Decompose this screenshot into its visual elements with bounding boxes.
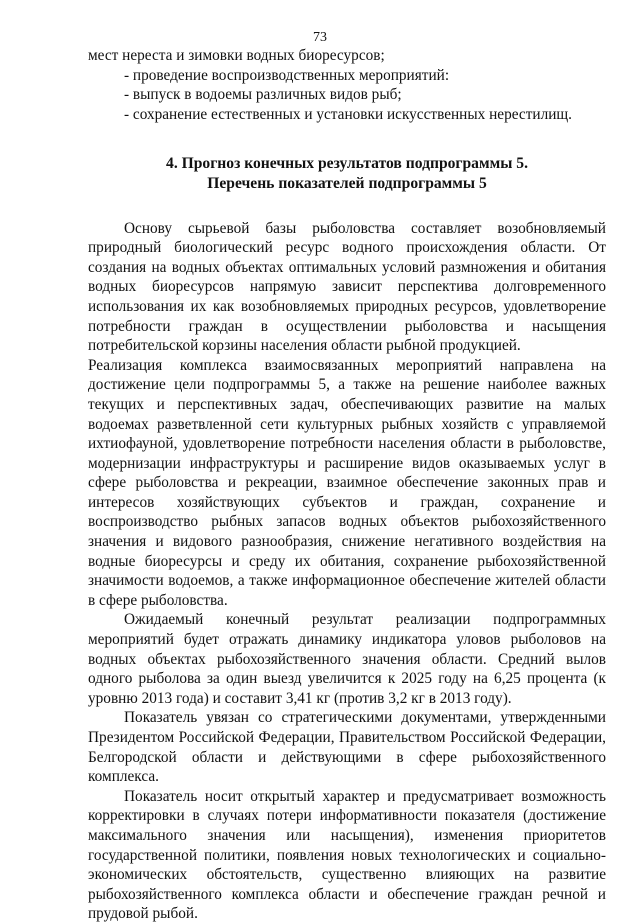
paragraph-resource-base: Основу сырьевой базы рыболовства составляет возобновляемый природный биологический ресурс водного происхождения области. От создания на водных объектах оптимальных условий размножения и обитания водных биоресурсов напрямую зависит перспектива долговременного использования их как возобновляемых природных ресурсов, удовлетворение потребности граждан в осуществлении рыболовства и насыщения потребительской корзины населения области рыбной продукцией. <box>88 219 606 355</box>
section-title-line2: Перечень показателей подпрограммы 5 <box>207 174 487 192</box>
paragraph-indicator-adjustment: Показатель носит открытый характер и предусматривает возможность корректировки в случаях потери информативности показателя (достижение максимального значения или насыщения), изменения приоритетов государственной политики, появления новых технологических и социально-экономических обстоятельств, существенно влияющих на развитие рыбохозяйственного комплекса области и обеспечение граждан речной и прудовой рыбой. <box>88 787 606 923</box>
list-item: - сохранение естественных и установки искусственных нерестилищ. <box>124 105 572 123</box>
section-heading <box>88 154 606 193</box>
section-title-line1: 4. Прогноз конечных результатов подпрограммы 5. <box>166 155 528 173</box>
list-continuation: мест нереста и зимовки водных биоресурсов; <box>88 47 385 64</box>
paragraph-expected-result: Ожидаемый конечный результат реализации подпрограммных мероприятий будет отражать динамику индикатора уловов рыболовов на водных объектах рыбохозяйственного значения области. Средний вылов одного рыболова за один выезд увеличится к 2025 году на 6,25 процента (к уровню 2013 года) и составит 3,41 кг (против 3,2 кг в 2013 году). <box>88 611 606 707</box>
page-number: 73 <box>313 30 327 45</box>
paragraph-implementation: Реализация комплекса взаимосвязанных мероприятий направлена на достижение цели подпрограммы 5, а также на решение наиболее важных текущих и перспективных задач, обеспечивающих развитие на малых водоемах разветвленной сети культурных рыбных хозяйств с управляемой ихтиофауной, удовлетворение потребности населения области в рыболовстве, модернизации инфраструктуры и расширение видов оказываемых услуг в сфере рыболовства и рекреации, взаимное обеспечение законных прав и интересов хозяйствующих субъектов и граждан, сохранение и воспроизводство рыбных запасов водных объектов рыбохозяйственного значения и видового разнообразия, снижение негативного воздействия на водные биоресурсы и среду их обитания, сохранение рыбохозяйственной значимости водоемов, а также информационное обеспечение жителей области в сфере рыболовства. <box>88 356 606 609</box>
document-body <box>88 46 606 924</box>
list-item: - выпуск в водоемы различных видов рыб; <box>124 86 402 104</box>
paragraph-strategic-link: Показатель увязан со стратегическими документами, утвержденными Президентом Российской Федерации, Правительством Российской Федерации, Белгородской области и действующими в сфере рыбохозяйственного комплекса. <box>88 709 606 786</box>
list-item: - проведение воспроизводственных мероприятий: <box>124 66 450 84</box>
